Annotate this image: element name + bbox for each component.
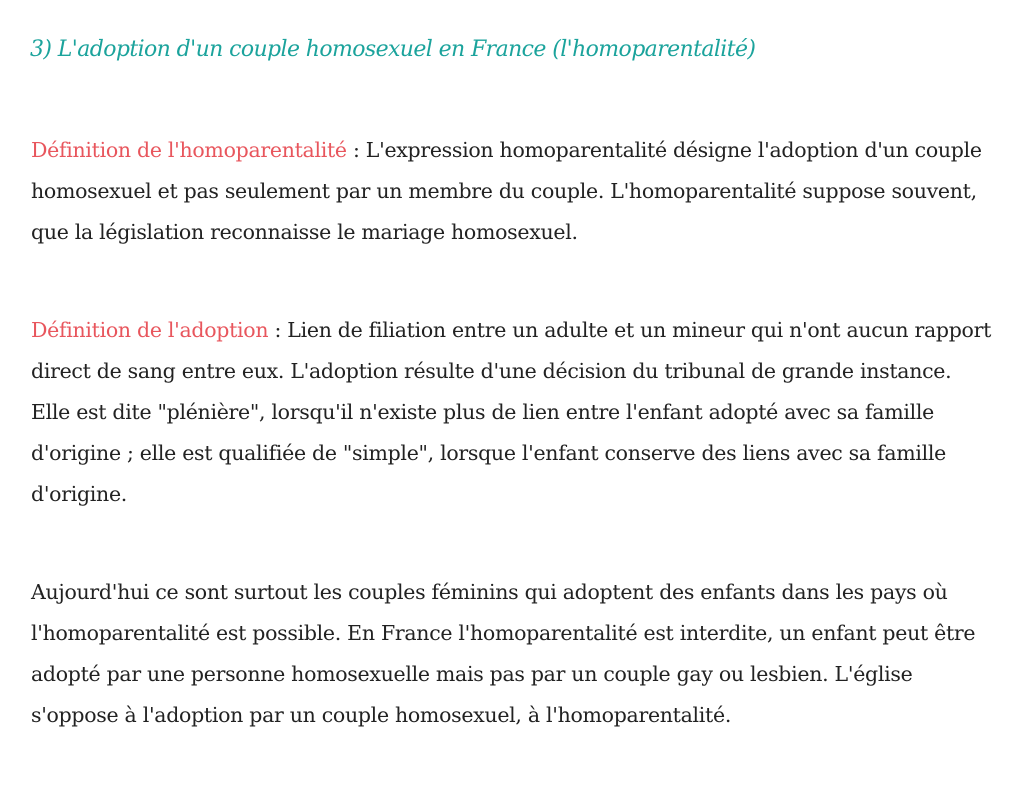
definition-homoparentalite-paragraph bbox=[31, 130, 996, 253]
closing-paragraph: Aujourd'hui ce sont surtout les couples féminins qui adoptent des enfants dans les pays où l'homoparentalité est possible. En France l'homoparentalité est interdite, un enfant peut être adopté par une personne homosexuelle mais pas par un couple gay ou lesbien. L'église s'oppose à l'adoption par un couple homosexuel, à l'homoparentalité. bbox=[31, 580, 976, 727]
definition-adoption-paragraph bbox=[31, 310, 996, 515]
definition-homoparentalite-term: Définition de l'homoparentalité bbox=[31, 138, 347, 162]
definition-adoption-term: Définition de l'adoption bbox=[31, 318, 269, 342]
slide-content bbox=[31, 130, 996, 793]
slide-title: 3) L'adoption d'un couple homosexuel en France (l'homoparentalité) bbox=[30, 37, 756, 62]
definition-homoparentalite-text: : L'expression homoparentalité désigne l'adoption d'un couple homosexuel et pas seulement par un membre du couple. L'homoparentalité suppose souvent, que la législation reconnaisse le mariage homosexuel. bbox=[31, 138, 982, 244]
definition-adoption-text: : Lien de filiation entre un adulte et un mineur qui n'ont aucun rapport direct de sang entre eux. L'adoption résulte d'une décision du tribunal de grande instance. Elle est dite "plénière", lorsqu'il n'existe plus de lien entre l'enfant adopté avec sa famille d'origine ; elle est qualifiée de "simple", lorsque l'enfant conserve des liens avec sa famille d'origine. bbox=[31, 318, 992, 506]
